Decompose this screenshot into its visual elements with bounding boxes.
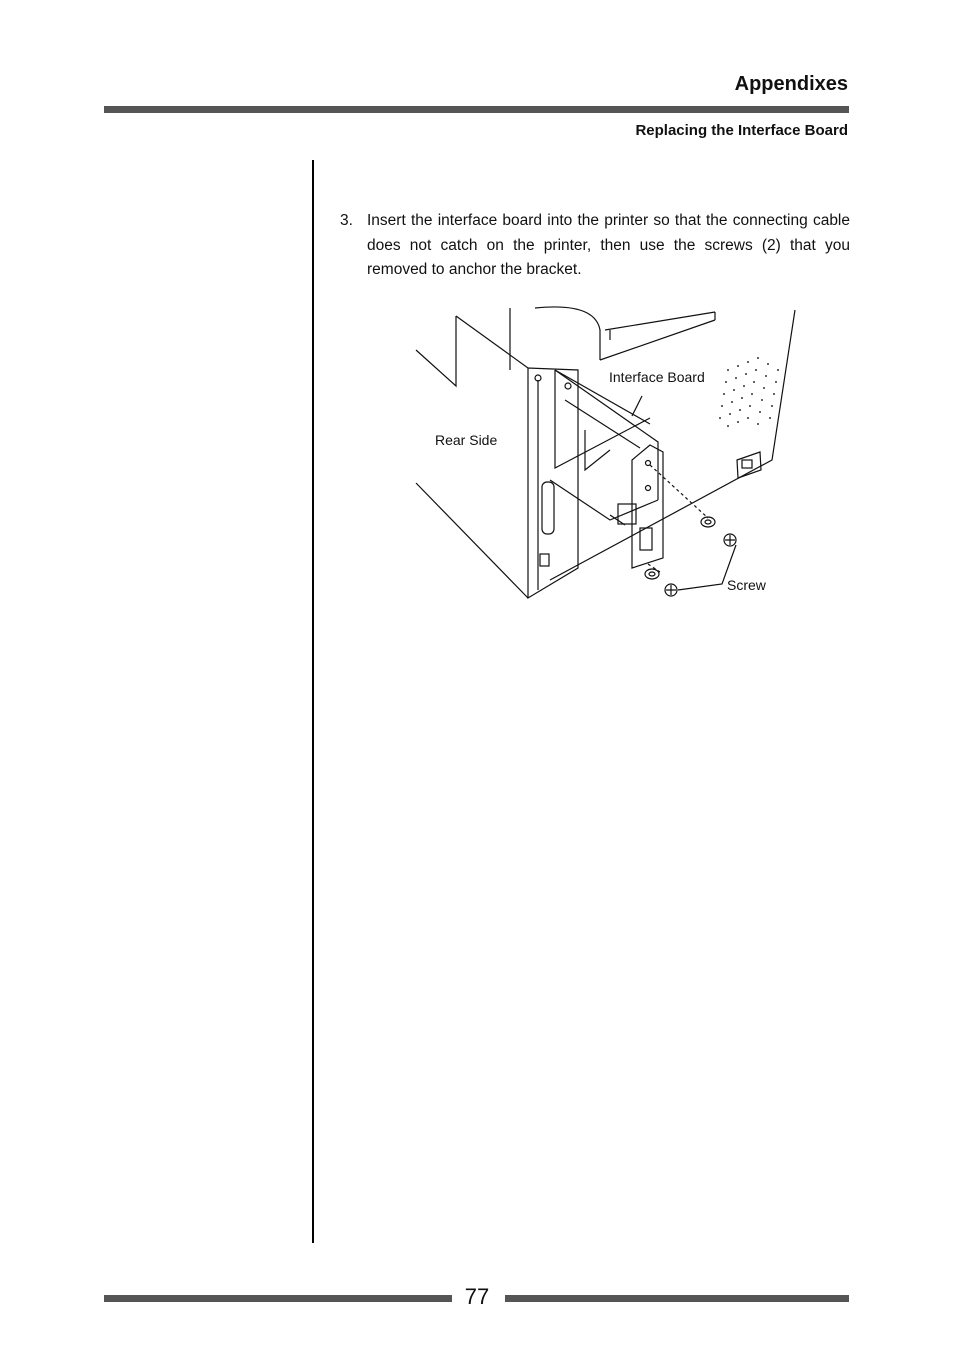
step-number: 3. xyxy=(340,212,353,229)
subsection-title: Replacing the Interface Board xyxy=(635,122,848,139)
header-rule xyxy=(104,106,849,113)
screw-label: Screw xyxy=(727,577,766,593)
column-divider xyxy=(312,160,314,1243)
footer-rule-left xyxy=(104,1295,452,1302)
step-text: Insert the interface board into the printer so that the connecting cable does not catch on the printer, then use the screws (2) that you removed to anchor the bracket. xyxy=(367,212,850,278)
interface-board-label: Interface Board xyxy=(609,369,705,385)
section-title: Appendixes xyxy=(734,73,848,95)
printer-rear-drawing xyxy=(410,300,810,610)
page-number: 77 xyxy=(464,1284,490,1309)
footer-rule-right xyxy=(505,1295,849,1302)
interface-board-illustration xyxy=(410,300,810,610)
rear-side-label: Rear Side xyxy=(435,432,498,448)
